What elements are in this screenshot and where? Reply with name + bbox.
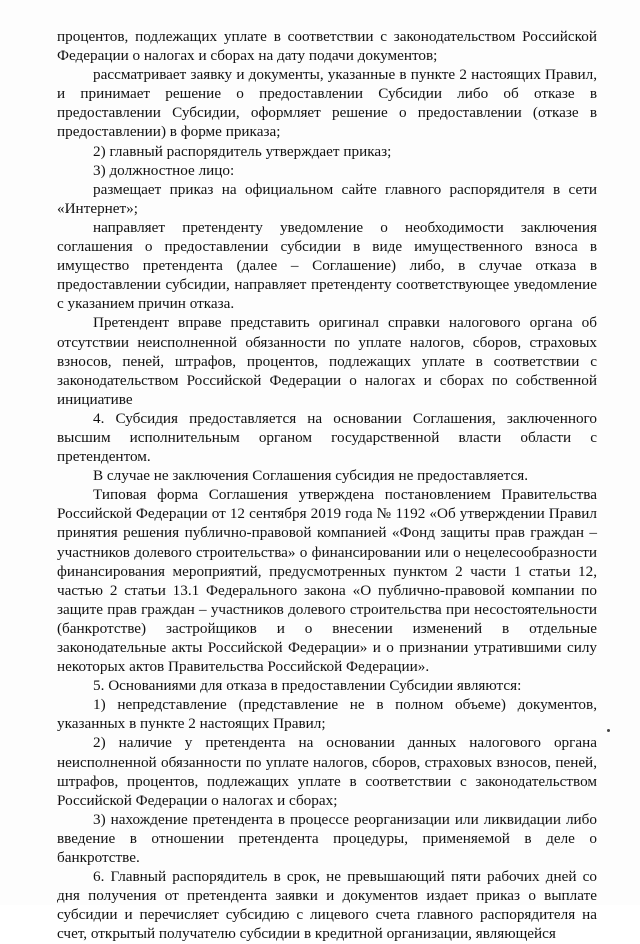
paragraph-publish-order: размещает приказ на официальном сайте главного распорядителя в сети «Интернет»; (57, 180, 597, 217)
paragraph-item-6: 6. Главный распорядитель в срок, не превышающий пяти рабочих дней со дня получения от претендента заявки и документов издает приказ о выплате субсидии и перечисляет субсидию с лицевого счета главного распорядителя на счет, открытый получателю субсидии в кредитной организации, являющейся (57, 868, 597, 943)
paragraph-item-4: 4. Субсидия предоставляется на основании Соглашения, заключенного высшим исполнительным органом государственной власти области с претендентом. (57, 409, 597, 466)
paragraph-refusal-2: 2) наличие у претендента на основании данных налогового органа неисполненной обязанности по уплате налогов, сборов, страховых взносов, пеней, штрафов, процентов, подлежащих уплате в соответствии с законодательством Российской Федерации о налогах и сборах; (57, 734, 597, 809)
paragraph-standard-form: Типовая форма Соглашения утверждена постановлением Правительства Российской Федерации от 12 сентября 2019 года № 1192 «Об утверждении Правил принятия решения публично-правовой компанией «Фонд защиты прав граждан – участников долевого строительства» о финансировании или о нецелесообразности финансирования мероприятий, предусмотренных пунктом 2 части 1 статьи 12, частью 2 статьи 13.1 Федерального закона «О публично-правовой компании по защите прав граждан – участников долевого строительства при несостоятельности (банкротстве) застройщиков и о внесении изменений в отдельные законодательные акты Российской Федерации» и о признании утратившими силу некоторых актов Правительства Российской Федерации». (57, 486, 597, 676)
paragraph-no-agreement: В случае не заключения Соглашения субсидия не предоставляется. (93, 467, 529, 485)
document-body (57, 27, 597, 944)
paragraph-continuation: процентов, подлежащих уплате в соответствии с законодательством Российской Федерации о налогах и сборах на дату подачи документов; (57, 28, 597, 65)
paragraph-refusal-1: 1) непредставление (представление не в полном объеме) документов, указанных в пункте 2 настоящих Правил; (57, 696, 597, 733)
paragraph-approve-order: 2) главный распорядитель утверждает приказ; (93, 142, 392, 160)
paragraph-review-application: рассматривает заявку и документы, указанные в пункте 2 настоящих Правил, и принимает решение о предоставлении Субсидии либо об отказе в предоставлении Субсидии, оформляет решение о предоставлении (отказе в предоставлении) в форме приказа; (57, 66, 597, 141)
scan-speck (607, 729, 610, 732)
paragraph-refusal-3: 3) нахождение претендента в процессе реорганизации или ликвидации либо введение в отношении претендента процедуры, применяемой в деле о банкротстве. (57, 810, 597, 867)
paragraph-notification: направляет претенденту уведомление о необходимости заключения соглашения о предоставлении субсидии в виде имущественного взноса в имущество претендента (далее – Соглашение) либо, в случае отказа в предоставлении субсидии, направляет претенденту соответствующее уведомление с указанием причин отказа. (57, 218, 597, 313)
paragraph-item-5: 5. Основаниями для отказа в предоставлении Субсидии являются: (93, 677, 522, 695)
paragraph-tax-certificate: Претендент вправе представить оригинал справки налогового органа об отсутствии неисполненной обязанности по уплате налогов, сборов, страховых взносов, пеней, штрафов, процентов, подлежащих уплате в соответствии с законодательством Российской Федерации о налогах и сборах по собственной инициативе (57, 314, 597, 408)
paragraph-official: 3) должностное лицо: (93, 161, 235, 179)
